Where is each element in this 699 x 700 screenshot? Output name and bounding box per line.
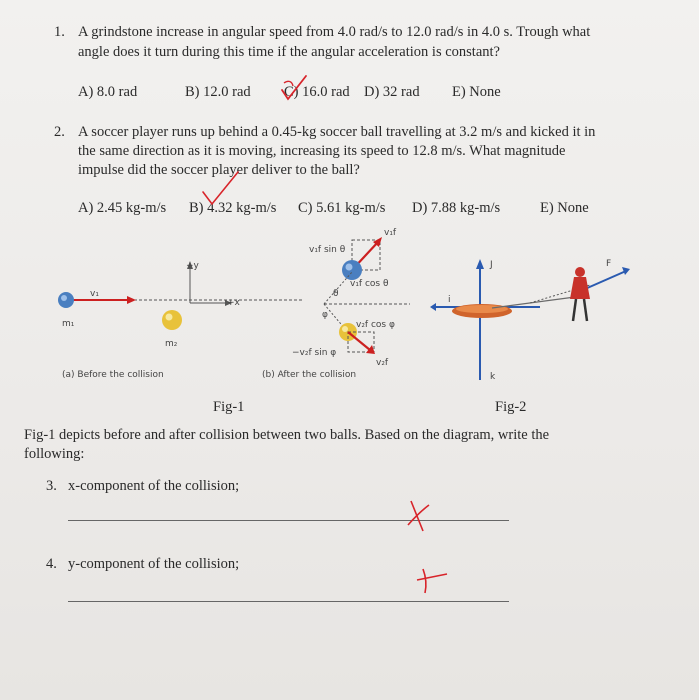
fig1-label-plus-x: +x bbox=[227, 298, 240, 308]
q1-option-c: C) 16.0 rad bbox=[284, 84, 350, 100]
fig1-label-v1f-cos: v₁f cos θ bbox=[350, 279, 389, 289]
q1-option-b: B) 12.0 rad bbox=[185, 84, 251, 100]
q1-text-line1: A grindstone increase in angular speed from 4.0 rad/s to 12.0 rad/s in 4.0 s. Trough what bbox=[78, 24, 591, 40]
fig1-label-m1: m₁ bbox=[62, 319, 75, 329]
q1-option-a: A) 8.0 rad bbox=[78, 84, 138, 100]
fig1-label-phi: φ bbox=[322, 310, 328, 320]
q1-option-d: D) 32 rad bbox=[364, 84, 420, 100]
q3-number: 3. bbox=[46, 478, 57, 494]
q2-option-d: D) 7.88 kg-m/s bbox=[412, 200, 501, 216]
q4-answer-line[interactable] bbox=[68, 601, 509, 602]
q3-wrong-mark-icon bbox=[405, 497, 435, 535]
q2-text-line1: A soccer player runs up behind a 0.45-kg soccer ball travelling at 3.2 m/s and kicked it in bbox=[78, 124, 596, 140]
fig1-label-v2f: v₂f bbox=[376, 358, 389, 368]
fig2-diagram bbox=[430, 255, 660, 390]
q4-number: 4. bbox=[46, 556, 57, 572]
q4-text: y-component of the collision; bbox=[68, 556, 240, 572]
fig1-label-v2f-sin: −v₂f sin φ bbox=[292, 348, 337, 358]
description-line1: Fig-1 depicts before and after collision between two balls. Based on the diagram, write the bbox=[24, 427, 550, 443]
fig2-label-j: J bbox=[490, 260, 493, 270]
fig2-label-f: F bbox=[606, 259, 612, 269]
q2-text-line3: impulse did the soccer player deliver to the ball? bbox=[78, 162, 360, 178]
q1-option-e: E) None bbox=[452, 84, 501, 100]
fig1-label-theta: θ bbox=[333, 289, 339, 299]
fig1-label-v2f-cos: v₂f cos φ bbox=[356, 320, 395, 330]
fig1-label-plus-y: +y bbox=[186, 261, 199, 271]
q3-text: x-component of the collision; bbox=[68, 478, 240, 494]
fig1-before-collision-diagram bbox=[52, 255, 302, 385]
fig1-caption-b: (b) After the collision bbox=[262, 370, 357, 380]
fig2-label-k: k bbox=[490, 372, 496, 382]
description-line2: following: bbox=[24, 446, 85, 462]
q1-checkmark-icon bbox=[276, 74, 310, 106]
q2-option-c: C) 5.61 kg-m/s bbox=[298, 200, 386, 216]
q4-wrong-mark-icon bbox=[415, 566, 449, 596]
q3-answer-line[interactable] bbox=[68, 520, 509, 521]
q2-checkmark-icon bbox=[200, 168, 240, 208]
fig1-caption-a: (a) Before the collision bbox=[62, 370, 164, 380]
q1-number: 1. bbox=[54, 24, 65, 40]
q2-text-line2: the same direction as it is moving, increasing its speed to 12.8 m/s. What magnitude bbox=[78, 143, 566, 159]
fig1-label-m2: m₂ bbox=[165, 339, 178, 349]
fig1-label-v1: v₁ bbox=[90, 289, 99, 299]
fig2-title: Fig-2 bbox=[495, 399, 527, 415]
q2-option-b: B) 4.32 kg-m/s bbox=[189, 200, 277, 216]
fig1-label-v1f: v₁f bbox=[384, 228, 397, 238]
q2-number: 2. bbox=[54, 124, 65, 140]
q2-option-e: E) None bbox=[540, 200, 589, 216]
fig1-label-v1f-sin: v₁f sin θ bbox=[309, 245, 346, 255]
q1-text-line2: angle does it turn during this time if the angular acceleration is constant? bbox=[78, 44, 500, 60]
q2-option-a: A) 2.45 kg-m/s bbox=[78, 200, 167, 216]
fig1-title: Fig-1 bbox=[213, 399, 245, 415]
fig2-label-i: i bbox=[448, 295, 451, 305]
fig1-after-collision-diagram bbox=[290, 222, 410, 382]
